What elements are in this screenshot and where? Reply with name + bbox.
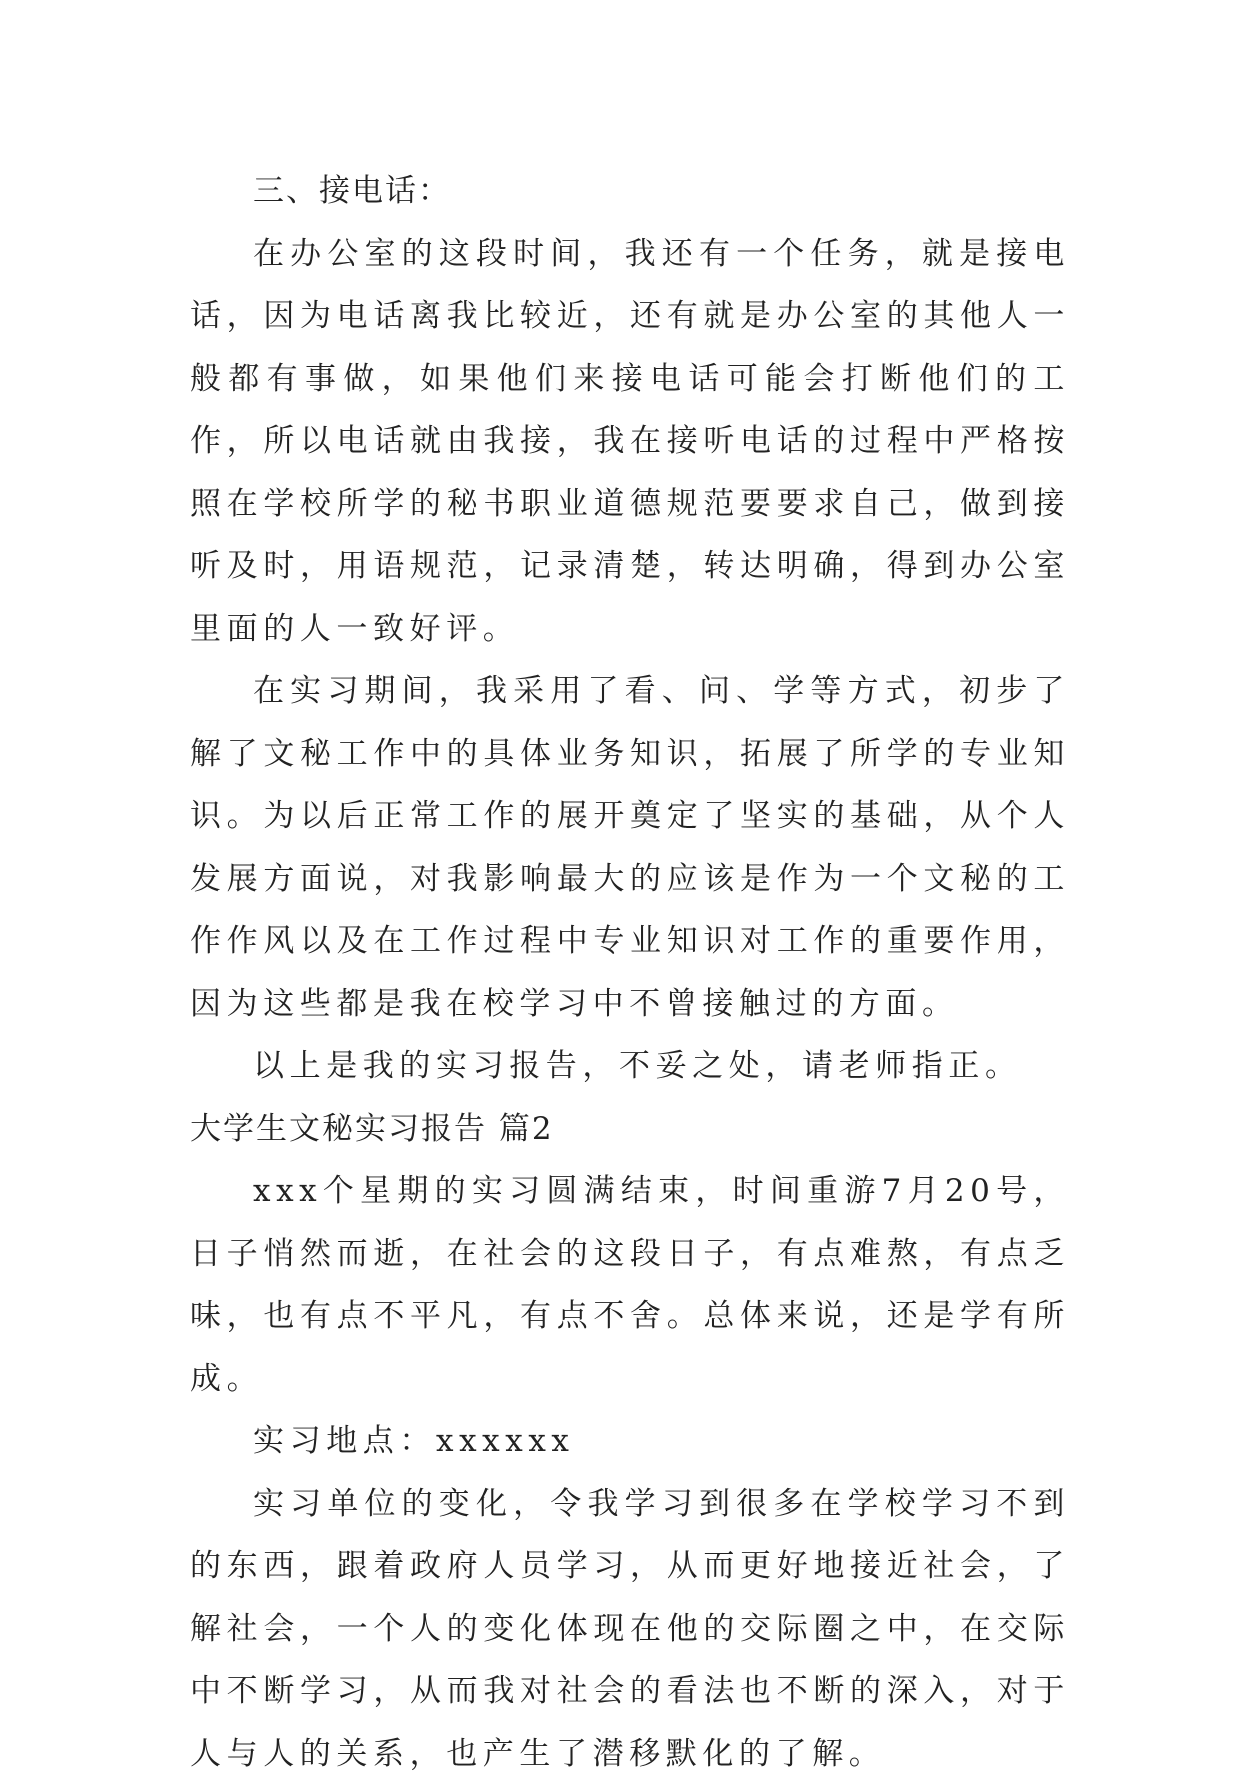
paragraph: 实习地点：xxxxxx (190, 1410, 1070, 1473)
paragraph: 在办公室的这段时间，我还有一个任务，就是接电话，因为电话离我比较近，还有就是办公室的其他人一般都有事做，如果他们来接电话可能会打断他们的工作，所以电话就由我接，我在接听电话的过程中严格按照在学校所学的秘书职业道德规范要要求自己，做到接听及时，用语规范，记录清楚，转达明确，得到办公室里面的人一致好评。 (190, 223, 1070, 661)
paragraph: 实习单位的变化，令我学习到很多在学校学习不到的东西，跟着政府人员学习，从而更好地接近社会，了解社会，一个人的变化体现在他的交际圈之中，在交际中不断学习，从而我对社会的看法也不断的深入，对于人与人的关系，也产生了潜移默化的了解。 (190, 1473, 1070, 1785)
document-body (190, 160, 1070, 1785)
section-heading: 三、接电话： (190, 160, 1070, 223)
article-title: 大学生文秘实习报告 篇2 (190, 1098, 1070, 1161)
paragraph: 以上是我的实习报告，不妥之处，请老师指正。 (190, 1035, 1070, 1098)
paragraph: 在实习期间，我采用了看、问、学等方式，初步了解了文秘工作中的具体业务知识，拓展了所学的专业知识。为以后正常工作的展开奠定了坚实的基础，从个人发展方面说，对我影响最大的应该是作为一个文秘的工作作风以及在工作过程中专业知识对工作的重要作用，因为这些都是我在校学习中不曾接触过的方面。 (190, 660, 1070, 1035)
paragraph: xxx个星期的实习圆满结束，时间重游7月20号，日子悄然而逝，在社会的这段日子，有点难熬，有点乏味，也有点不平凡，有点不舍。总体来说，还是学有所成。 (190, 1160, 1070, 1410)
